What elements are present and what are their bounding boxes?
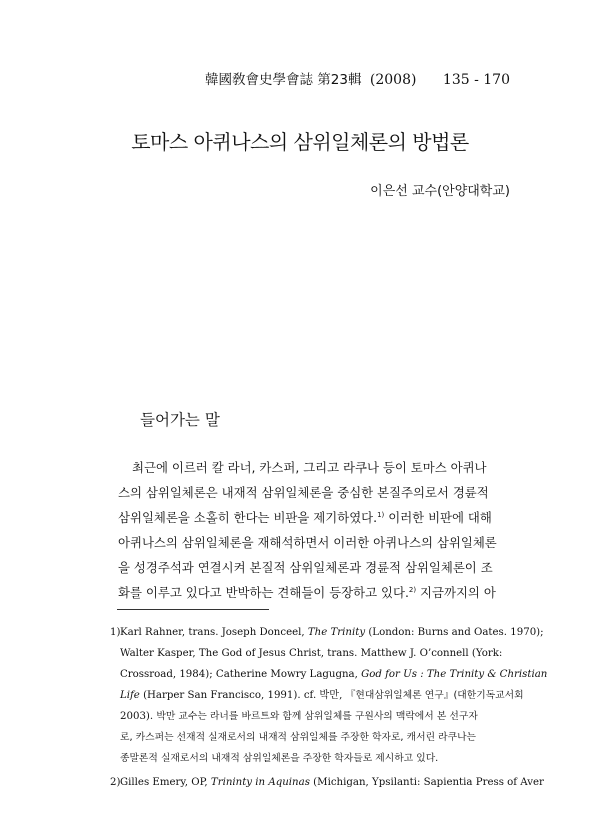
journal-header [205, 68, 510, 88]
footnote-1-line-5 [120, 710, 515, 724]
body-text: 지금까지의 아 [416, 585, 496, 600]
footnote-text: Karl Rahner, trans. Joseph Donceel, [120, 627, 308, 638]
footnote-number: 1) [110, 627, 121, 638]
footnote-1-line-7: 종말론적 실재로서의 내재적 삼위일체론을 주장한 학자들로 제시하고 있다. [120, 753, 439, 764]
footnote-2-line-1 [110, 776, 544, 790]
footnote-text: (Michigan, Ypsilanti: Sapientia Press of Aver [309, 777, 544, 788]
journal-year: (2008) [369, 72, 417, 88]
journal-name: 韓國敎會史學會誌 第23輯 [204, 72, 362, 88]
footnote-1-line-2: Walter Kasper, The God of Jesus Christ, trans. Matthew J. O’connell (York: [120, 648, 503, 659]
footnote-text: Gilles Emery, OP, [120, 777, 211, 788]
body-text: 이러한 비판에 대해 [384, 510, 492, 525]
footnote-1-line-3 [120, 668, 548, 682]
body-text: 화를 이루고 있다고 반박하는 견해들이 등장하고 있다. [118, 585, 409, 600]
footnote-text: 박만 교수는 라너를 바르트와 함께 삼위일체를 구원사의 맥락에서 본 선구자 [156, 711, 478, 722]
author-line: 이은선 교수(안양대학교) [370, 184, 510, 199]
article-title: 토마스 아퀴나스의 삼위일체론의 방법론 [131, 130, 469, 154]
book-title: Life [120, 690, 140, 701]
page-range: 135 - 170 [442, 72, 510, 88]
body-line-1: 최근에 이르러 칼 라너, 카스퍼, 그리고 라쿠나 등이 토마스 아퀴나 [132, 460, 487, 475]
footnote-text: (Harper San Francisco, 1991). cf. 박만, [139, 690, 346, 701]
body-line-5: 을 성경주석과 연결시켜 본질적 삼위일체론과 경륜적 삼위일체론이 조 [118, 560, 493, 575]
footnote-1-line-1 [110, 626, 544, 640]
footnote-1-line-4 [120, 689, 524, 703]
footnote-ref-2[interactable]: 2) [408, 585, 417, 594]
footnote-text: 『현대삼위일체론 연구』(대한기독교서회 [345, 690, 524, 701]
book-title: Trininty in Aquinas [210, 777, 310, 788]
body-line-6 [118, 585, 508, 601]
body-line-4: 아퀴나스의 삼위일체론을 재해석하면서 이러한 아퀴나스의 삼위일체론 [118, 535, 497, 550]
body-text: 삼위일체론을 소홀히 한다는 비판을 제기하였다. [118, 510, 378, 525]
section-heading: 들어가는 말 [140, 411, 220, 429]
body-line-3 [118, 510, 508, 526]
footnote-divider [117, 609, 269, 610]
book-title: The Trinity [307, 627, 366, 638]
footnote-number: 2) [110, 777, 121, 788]
footnote-text: (London: Burns and Oates. 1970); [365, 627, 544, 638]
book-title: God for Us : The Trinity & Christian [361, 669, 548, 680]
footnote-text: 2003). [120, 711, 157, 722]
footnote-text: Crossroad, 1984); Catherine Mowry Lagugna, [120, 669, 362, 680]
footnote-1-line-6: 로, 카스퍼는 선재적 실재로서의 내재적 삼위일체를 주장한 학자로, 캐서린 라쿠나는 [120, 732, 477, 743]
body-line-2: 스의 삼위일체론은 내재적 삼위일체론을 중심한 본질주의로서 경륜적 [118, 485, 489, 500]
footnote-ref-1[interactable]: 1) [377, 510, 385, 519]
